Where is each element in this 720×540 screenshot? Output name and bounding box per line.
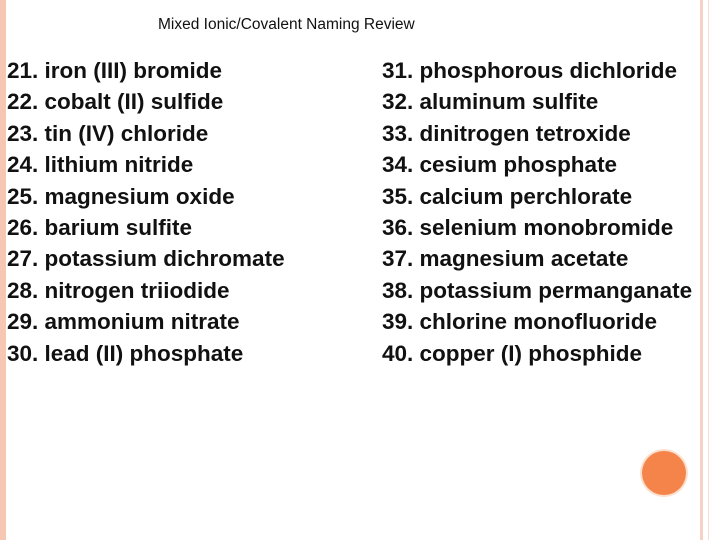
decorative-circle <box>642 451 686 495</box>
list-item: 38. potassium permanganate <box>382 277 693 303</box>
list-item: 31. phosphorous dichloride <box>382 58 678 83</box>
list-item: 25. magnesium oxide <box>7 183 235 209</box>
slide-frame-left <box>0 0 6 540</box>
slide-title: Mixed Ionic/Covalent Naming Review <box>158 16 415 33</box>
list-item: 36. selenium monobromide <box>382 214 674 240</box>
list-item: 29. ammonium nitrate <box>7 309 240 335</box>
list-item: 21. iron (III) bromide <box>7 58 223 83</box>
list-item: 22. cobalt (II) sulfide <box>7 89 224 115</box>
list-item: 40. copper (I) phosphide <box>382 340 643 366</box>
list-item: 27. potassium dichromate <box>7 246 285 272</box>
list-item: 28. nitrogen triiodide <box>7 277 230 303</box>
list-item: 35. calcium perchlorate <box>382 183 633 209</box>
list-item: 37. magnesium acetate <box>382 246 629 272</box>
list-item: 39. chlorine monofluoride <box>382 309 658 335</box>
list-item: 34. cesium phosphate <box>382 152 618 178</box>
list-item: 24. lithium nitride <box>7 152 194 178</box>
list-item: 26. barium sulfite <box>7 214 193 240</box>
list-item: 32. aluminum sulfite <box>382 89 599 115</box>
list-item: 23. tin (IV) chloride <box>7 120 209 146</box>
right-list <box>382 55 720 369</box>
list-item: 33. dinitrogen tetroxide <box>382 120 631 146</box>
list-item: 30. lead (II) phosphate <box>7 340 244 366</box>
left-list <box>7 55 367 369</box>
